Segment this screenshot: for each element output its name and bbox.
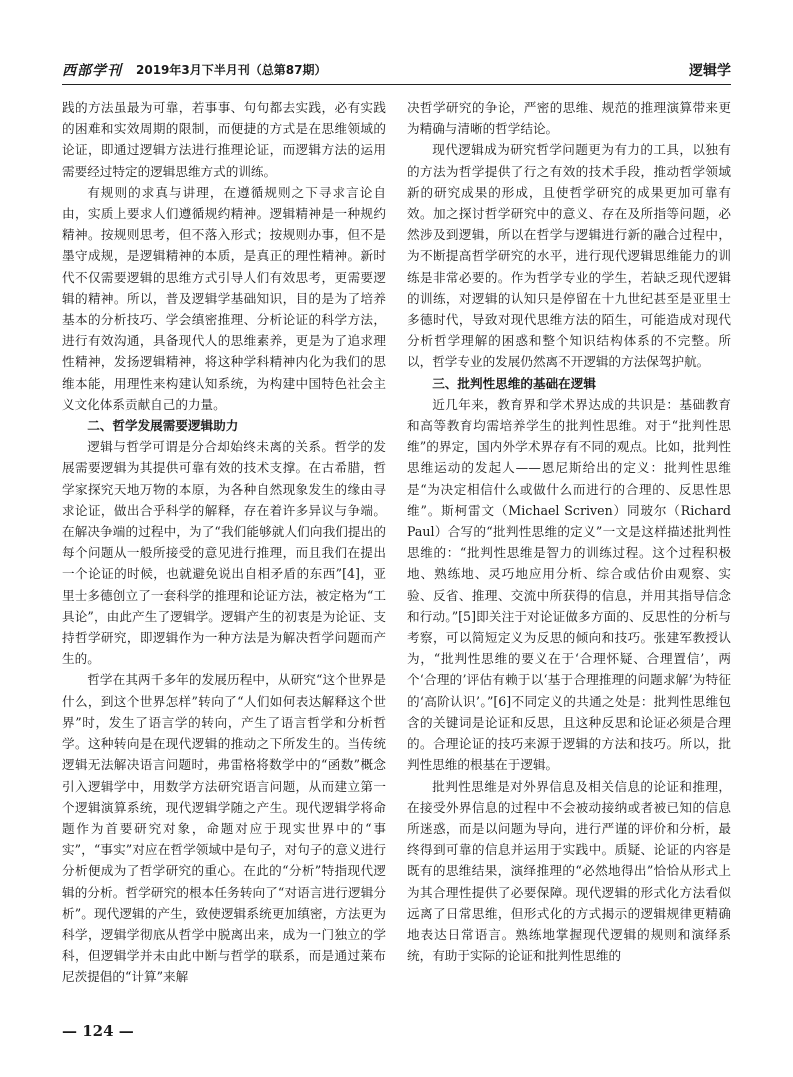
- paragraph: 有规则的求真与讲理，在遵循规则之下寻求言论自由，实质上要求人们遵循规约精神。逻辑精神是一种规约精神。按规则思考，但不落入形式；按规则办事，但不是墨守成规，是逻辑精神的本质，是真正的理性精神。新时代不仅需要逻辑的思维方式引导人们有效思考，更需要逻辑的精神。所以，普及逻辑学基础知识，目的是为了培养基本的分析技巧、学会缜密推理、分析论证的科学方法，进行有效沟通，具备现代人的思维素养，更是为了追求理性精神，发扬逻辑精神，将这种学科精神内化为我们的思维本能，用理性来构建认知系统，为构建中国特色社会主义文化体系贡献自己的力量。: [62, 184, 386, 412]
- header-divider: [62, 84, 731, 85]
- right-column: [407, 97, 731, 966]
- section-heading: 三、批判性思维的基础在逻辑: [432, 375, 596, 391]
- section-title: 逻辑学: [689, 63, 731, 79]
- page-header: [62, 56, 731, 84]
- left-column: [62, 97, 386, 988]
- paragraph: 现代逻辑成为研究哲学问题更为有力的工具，以独有的方法为哲学提供了行之有效的技术手段，推动哲学领域新的研究成果的形成，且使哲学研究的成果更加可靠有效。加之探讨哲学研究中的意义、存在及所指等问题，必然涉及到逻辑，所以在哲学与逻辑进行新的融合过程中，为不断提高哲学研究的水平，进行现代逻辑思维能力的训练是非常必要的。作为哲学专业的学生，若缺乏现代逻辑的训练，对逻辑的认知只是停留在十九世纪甚至是亚里士多德时代，导致对现代思维方法的陌生，可能造成对现代分析哲学理解的困惑和整个知识结构体系的不完整。所以，哲学专业的发展仍然离不开逻辑的方法保驾护航。: [407, 142, 731, 370]
- paragraph: 批判性思维是对外界信息及相关信息的论证和推理，在接受外界信息的过程中不会被动接纳或者被已知的信息所迷惑，而是以问题为导向，进行严谨的评价和分析，最终得到可靠的信息并运用于实践中。质疑、论证的内容是既有的思维结果，演绎推理的“必然地得出”恰恰从形式上为其合理性提供了必要保障。现代逻辑的形式化方法看似远离了日常思维，但形式化的方式揭示的逻辑规律更精确地表达日常语言。熟练地掌握现代逻辑的规则和演绎系统，有助于实际的论证和批判性思维的: [407, 778, 731, 964]
- page-number: — 124 —: [62, 1022, 134, 1040]
- paragraph: 逻辑与哲学可谓是分合却始终未离的关系。哲学的发展需要逻辑为其提供可靠有效的技术支撑。在古希腊，哲学家探究天地万物的本原，为各种自然现象发生的缘由寻求论证，做出合乎科学的解释，存在着许多异议与争端。在解决争端的过程中，为了“我们能够就人们向我们提出的每个问题从一般所接受的意见进行推理，而且我们在提出一个论证的时候，也就避免说出自相矛盾的东西”[4]，亚里士多德创立了一套科学的推理和论证方法，被定格为“工具论”，由此产生了逻辑学。逻辑产生的初衷是为论证、支持哲学研究，即逻辑作为一种方法是为解决哲学问题而产生的。: [62, 439, 386, 667]
- paragraph: 决哲学研究的争论，严密的思维、规范的推理演算带来更为精确与清晰的哲学结论。: [407, 100, 731, 137]
- section-heading: 二、哲学发展需要逻辑助力: [87, 418, 239, 434]
- paragraph: 近几年来，教育界和学术界达成的共识是：基础教育和高等教育均需培养学生的批判性思维。对于“批判性思维”的界定，国内外学术界存有不同的观点。比如，批判性思维运动的发起人——恩尼斯给出的定义：批判性思维是“为决定相信什么或做什么而进行的合理的、反思性思维”。斯柯雷文（Michael Scriven）同玻尔（Richard Paul）合写的“批判性思维的定义”一文是这样描述批判性思维的：“批判性思维是智力的训练过程。这个过程积极地、熟练地、灵巧地应用分析、综合或估价由观察、实验、反省、推理、交流中所获得的信息，并用其指导信念和行动。”[5]即关注于对论证做多方面的、反思性的分析与考察，可以简短定义为反思的倾向和技巧。张建军教授认为，“批判性思维的要义在于‘合理怀疑、合理置信’，两个‘合理的’评估有赖于以‘基于合理推理的问题求解’为特征的‘高阶认识’。”[6]不同定义的共通之处是：批判性思维包含的关键词是论证和反思，且这种反思和论证必须是合理的。合理论证的技巧来源于逻辑的方法和技巧。所以，批判性思维的根基在于逻辑。: [407, 396, 731, 773]
- issue-info: 2019年3月下半月刊（总第87期）: [136, 63, 327, 77]
- journal-title: 西部学刊: [62, 63, 122, 79]
- paragraph: 践的方法虽最为可靠，若事事、句句都去实践，必有实践的困难和实效周期的限制，而便捷的方式是在思维领域的论证，即通过逻辑方法进行推理论证，而逻辑方法的运用需要经过特定的逻辑思维方式的训练。: [62, 100, 386, 179]
- paragraph: 哲学在其两千多年的发展历程中，从研究“这个世界是什么，到这个世界怎样”转向了“人们如何表达解释这个世界”时，发生了语言学的转向，产生了语言哲学和分析哲学。这种转向是在现代逻辑的推动之下所发生的。当传统逻辑无法解决语言问题时，弗雷格将数学中的“函数”概念引入逻辑学中，用数学方法研究语言问题，从而建立第一个逻辑演算系统，现代逻辑学随之产生。现代逻辑学将命题作为首要研究对象，命题对应于现实世界中的“事实”，“事实”对应在哲学领域中是句子，对句子的意义进行分析便成为了哲学研究的重心。在此的“分析”特指现代逻辑的分析。哲学研究的根本任务转向了“对语言进行逻辑分析”。现代逻辑的产生，致使逻辑系统更加缜密，方法更为科学，逻辑学彻底从哲学中脱离出来，成为一门独立的学科，但逻辑学并未由此中断与哲学的联系，而是通过莱布尼茨提倡的“计算”来解: [62, 672, 386, 985]
